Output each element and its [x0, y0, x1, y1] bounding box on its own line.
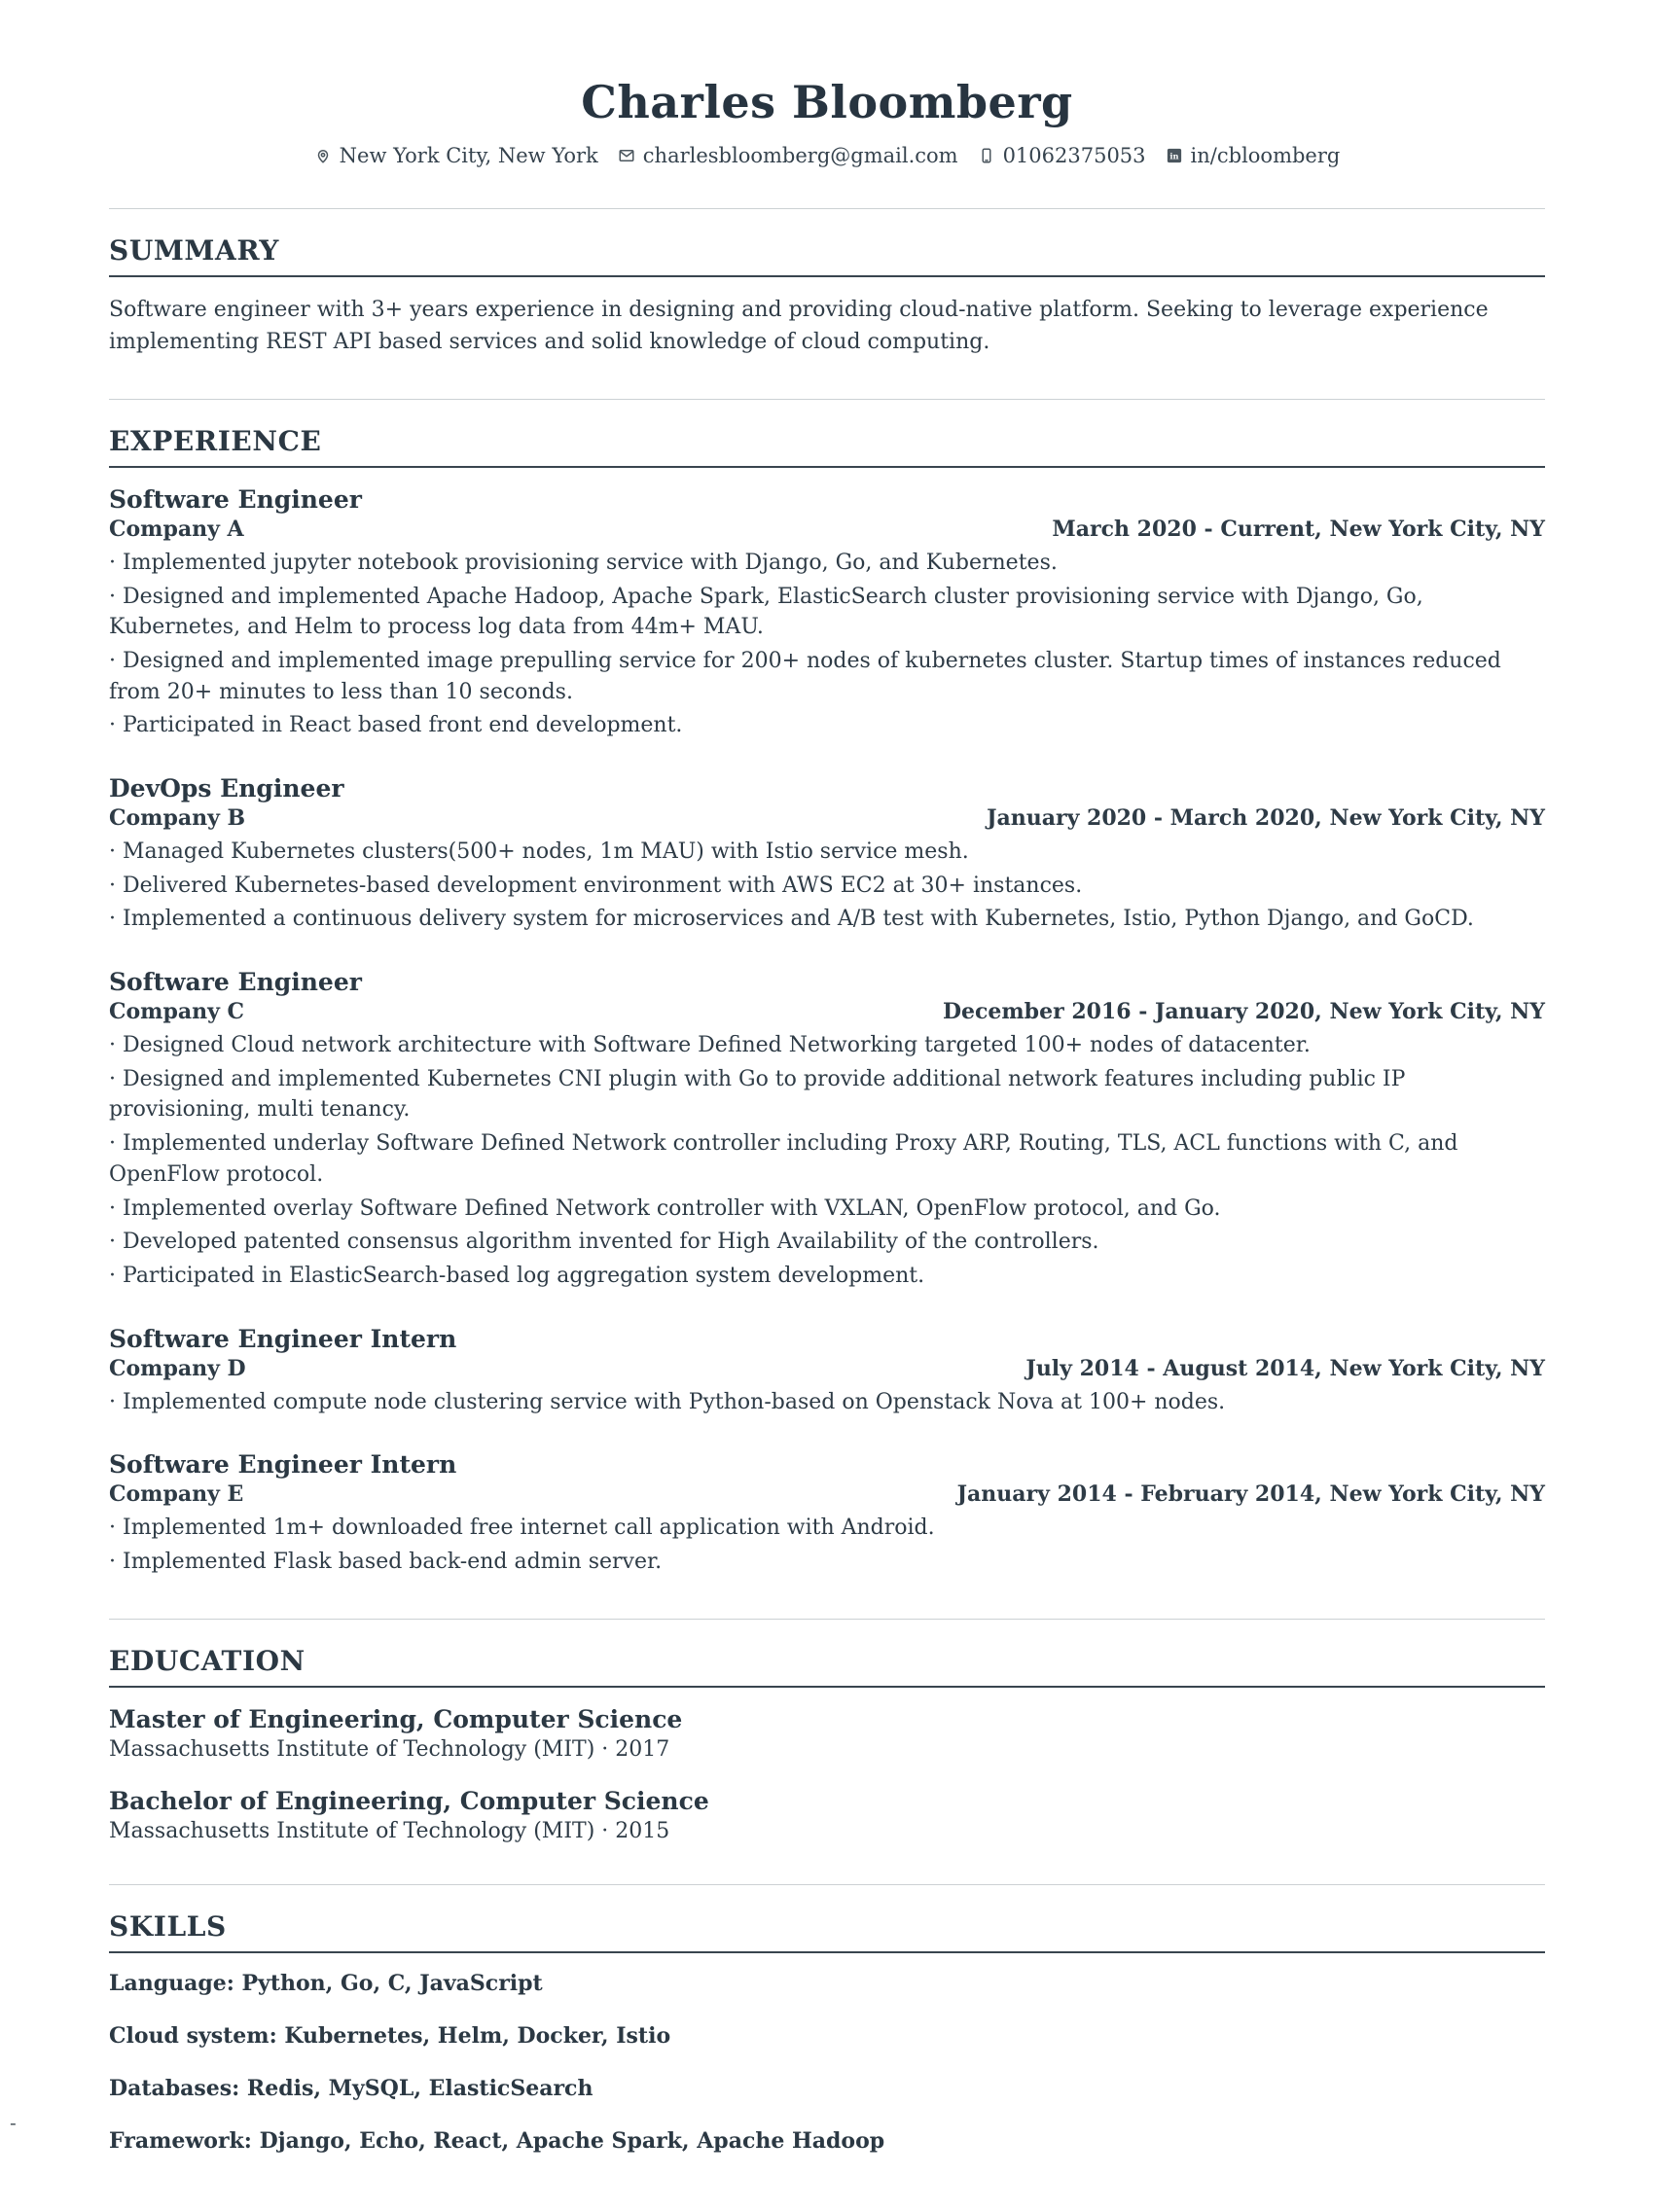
job-title: DevOps Engineer [109, 774, 344, 803]
bullet-item: · Implemented 1m+ downloaded free internet call application with Android. [109, 1513, 1545, 1544]
job-bullets [109, 837, 1545, 935]
experience-job [109, 774, 1545, 935]
bullet-item: · Developed patented consensus algorithm invented for High Availability of the controllers. [109, 1227, 1545, 1258]
company-name: Company B [109, 805, 246, 832]
job-title: Software Engineer Intern [109, 1324, 457, 1353]
contact-phone-text: 01062375053 [1002, 144, 1146, 167]
contact-phone [978, 144, 1146, 167]
contact-linkedin-text: in/cbloomberg [1190, 144, 1341, 167]
experience-title: EXPERIENCE [109, 425, 1545, 468]
job-meta-row [109, 999, 1545, 1024]
job-meta-row [109, 1356, 1545, 1381]
job-bullets [109, 1513, 1545, 1577]
degree-name: Bachelor of Engineering, Computer Science [109, 1786, 709, 1815]
skill-line-cloud: Cloud system: Kubernetes, Helm, Docker, Istio [109, 2022, 671, 2049]
bullet-item: · Delivered Kubernetes-based development environment with AWS EC2 at 30+ instances. [109, 871, 1545, 902]
skill-line-language: Language: Python, Go, C, JavaScript [109, 1970, 543, 1996]
bullet-item: · Designed and implemented Kubernetes CNI plugin with Go to provide additional network features including public IP provisioning, multi tenancy. [109, 1064, 1545, 1125]
section-summary [109, 208, 1545, 358]
contact-email-text: charlesbloomberg@gmail.com [642, 144, 958, 167]
bullet-item: · Designed and implemented image prepulling service for 200+ nodes of kubernetes cluster. Startup times of instances reduced from 20+ minutes to less than 10 seconds. [109, 646, 1545, 707]
summary-text: Software engineer with 3+ years experience in designing and providing cloud-native platform. Seeking to leverage experience implementing REST API based services and solid knowledge of cloud computing. [109, 298, 1489, 354]
job-meta-row [109, 1481, 1545, 1507]
bullet-item: · Implemented Flask based back-end admin server. [109, 1547, 1545, 1578]
bullet-item: · Implemented compute node clustering service with Python-based on Openstack Nova at 100+ nodes. [109, 1387, 1545, 1418]
job-bullets [109, 1387, 1545, 1418]
job-dates-location: December 2016 - January 2020, New York City, NY [942, 999, 1545, 1025]
company-name: Company C [109, 999, 245, 1025]
section-education [109, 1619, 1545, 1843]
linkedin-icon [1166, 147, 1183, 164]
school-and-year: Massachusetts Institute of Technology (MIT) · 2015 [109, 1818, 670, 1843]
section-experience [109, 399, 1545, 1577]
page-corner-mark: - [10, 2111, 17, 2134]
job-title: Software Engineer [109, 968, 362, 997]
education-item [109, 1705, 1545, 1762]
experience-job [109, 1450, 1545, 1577]
location-pin-icon [314, 147, 332, 164]
envelope-icon [618, 147, 635, 164]
bullet-item: · Designed and implemented Apache Hadoop, Apache Spark, ElasticSearch cluster provisioning service with Django, Go, Kubernetes, and Helm to process log data from 44m+ MAU. [109, 582, 1545, 643]
bullet-item: · Implemented a continuous delivery system for microservices and A/B test with Kubernetes, Istio, Python Django, and GoCD. [109, 904, 1545, 935]
bullet-item: · Participated in React based front end development. [109, 710, 1545, 741]
job-dates-location: January 2020 - March 2020, New York City, NY [987, 805, 1545, 832]
degree-name: Master of Engineering, Computer Science [109, 1704, 683, 1733]
skills-title: SKILLS [109, 1910, 1545, 1953]
job-title: Software Engineer [109, 485, 362, 515]
bullet-item: · Implemented underlay Software Defined Network controller including Proxy ARP, Routing, TLS, ACL functions with C, and OpenFlow protocol. [109, 1128, 1545, 1190]
contact-linkedin [1166, 144, 1341, 167]
contact-row [109, 144, 1545, 167]
job-dates-location: January 2014 - February 2014, New York City, NY [956, 1481, 1545, 1508]
resume-header [109, 76, 1545, 167]
summary-title: SUMMARY [109, 234, 1545, 277]
school-and-year: Massachusetts Institute of Technology (MIT) · 2017 [109, 1736, 670, 1762]
contact-location-text: New York City, New York [339, 144, 598, 167]
job-bullets [109, 548, 1545, 741]
job-bullets [109, 1030, 1545, 1291]
svg-text:in: in [1169, 151, 1179, 161]
education-item [109, 1787, 1545, 1843]
experience-job [109, 968, 1545, 1291]
job-dates-location: March 2020 - Current, New York City, NY [1052, 517, 1545, 543]
skill-line-framework: Framework: Django, Echo, React, Apache Spark, Apache Hadoop [109, 2127, 885, 2154]
experience-job [109, 1325, 1545, 1418]
bullet-item: · Implemented jupyter notebook provisioning service with Django, Go, and Kubernetes. [109, 548, 1545, 579]
job-title: Software Engineer Intern [109, 1450, 457, 1480]
bullet-item: · Designed Cloud network architecture with Software Defined Networking targeted 100+ nodes of datacenter. [109, 1030, 1545, 1061]
education-title: EDUCATION [109, 1645, 1545, 1688]
contact-location [314, 144, 598, 167]
person-name: Charles Bloomberg [581, 76, 1073, 128]
job-dates-location: July 2014 - August 2014, New York City, NY [1025, 1355, 1545, 1381]
company-name: Company E [109, 1481, 244, 1508]
bullet-item: · Managed Kubernetes clusters(500+ nodes, 1m MAU) with Istio service mesh. [109, 837, 1545, 868]
section-skills [109, 1884, 1545, 2154]
bullet-item: · Implemented overlay Software Defined Network controller with VXLAN, OpenFlow protocol, and Go. [109, 1194, 1545, 1225]
company-name: Company A [109, 517, 244, 543]
job-meta-row [109, 517, 1545, 542]
bullet-item: · Participated in ElasticSearch-based log aggregation system development. [109, 1261, 1545, 1292]
company-name: Company D [109, 1355, 246, 1381]
contact-email [618, 144, 958, 167]
job-meta-row [109, 805, 1545, 831]
skill-line-databases: Databases: Redis, MySQL, ElasticSearch [109, 2075, 593, 2101]
experience-job [109, 485, 1545, 741]
phone-icon [978, 147, 995, 164]
